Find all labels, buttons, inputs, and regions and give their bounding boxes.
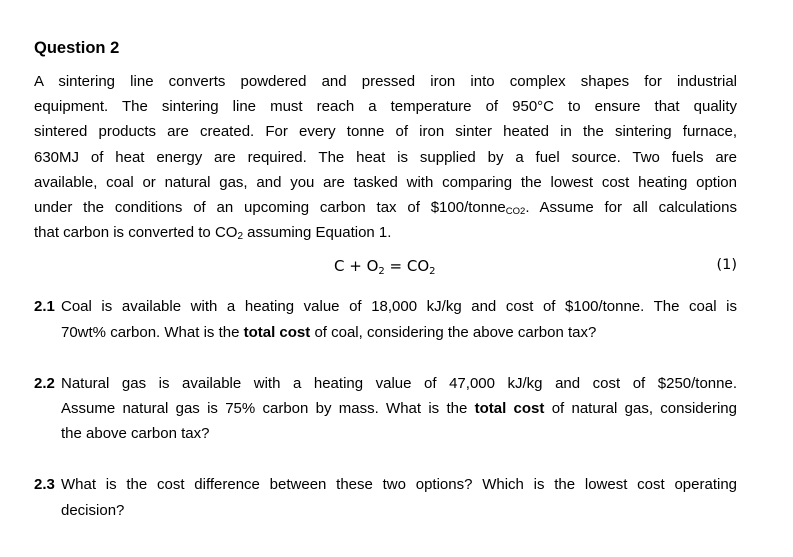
co2-subscript: 2 bbox=[237, 231, 243, 243]
intro-line: equipment. The sintering line must reach a temperature of 950°C to ensure that quality bbox=[34, 98, 737, 116]
intro-text: assuming Equation 1. bbox=[243, 224, 392, 242]
equation-mid: = CO bbox=[384, 257, 430, 276]
question-text: of coal, considering the above carbon tax? bbox=[310, 323, 597, 341]
intro-line: A sintering line converts powdered and pressed iron into complex shapes for industrial bbox=[34, 73, 737, 90]
question-line: Natural gas is available with a heating value of 47,000 kJ/kg and cost of $250/tonne. bbox=[61, 374, 737, 392]
question-number: 2.1 bbox=[34, 298, 55, 316]
intro-line-carbon-tax bbox=[34, 195, 737, 220]
intro-text: that carbon is converted to CO bbox=[34, 224, 238, 242]
question-text: 70wt% carbon. What is the bbox=[61, 323, 244, 341]
question-2-2 bbox=[34, 371, 737, 447]
document-page bbox=[34, 36, 737, 523]
intro-line: available, coal or natural gas, and you are tasked with comparing the lowest cost heating option bbox=[34, 173, 737, 191]
question-line: the above carbon tax? bbox=[61, 425, 210, 443]
question-heading: Question 2 bbox=[34, 39, 120, 57]
intro-line: sintered products are created. For every tonne of iron sinter heated in the sintering furnace, bbox=[34, 123, 737, 141]
question-number: 2.2 bbox=[34, 374, 55, 392]
question-2-3 bbox=[34, 472, 737, 522]
equation-number: (1) bbox=[716, 257, 737, 274]
intro-text: under the conditions of an upcoming carbon tax of $100/tonne bbox=[34, 199, 506, 217]
question-emphasis: total cost bbox=[474, 400, 545, 418]
intro-paragraph bbox=[34, 69, 737, 245]
equation-lhs-subscript: 2 bbox=[378, 266, 385, 278]
question-text: of natural gas, considering bbox=[544, 400, 737, 418]
equation bbox=[334, 257, 436, 278]
intro-line: 630MJ of heat energy are required. The heat is supplied by a fuel source. Two fuels are bbox=[34, 148, 737, 166]
question-text: Assume natural gas is 75% carbon by mass. What is the bbox=[61, 400, 475, 418]
question-line: What is the cost difference between these two options? Which is the lowest cost operating bbox=[61, 476, 737, 494]
equation-row bbox=[34, 257, 737, 283]
intro-text: . Assume for all calculations bbox=[525, 199, 737, 217]
equation-rhs-subscript: 2 bbox=[429, 266, 436, 278]
question-line bbox=[61, 320, 737, 345]
question-line: Coal is available with a heating value of 18,000 kJ/kg and cost of $100/tonne. The coal is bbox=[61, 298, 737, 316]
question-line: decision? bbox=[61, 501, 125, 519]
question-emphasis: total cost bbox=[243, 323, 311, 341]
question-number: 2.3 bbox=[34, 476, 55, 494]
tonne-subscript: CO2 bbox=[505, 206, 526, 218]
question-line bbox=[61, 396, 737, 421]
equation-lhs: C + O bbox=[334, 257, 379, 276]
question-2-1 bbox=[34, 294, 737, 344]
intro-line-co2 bbox=[34, 220, 737, 245]
